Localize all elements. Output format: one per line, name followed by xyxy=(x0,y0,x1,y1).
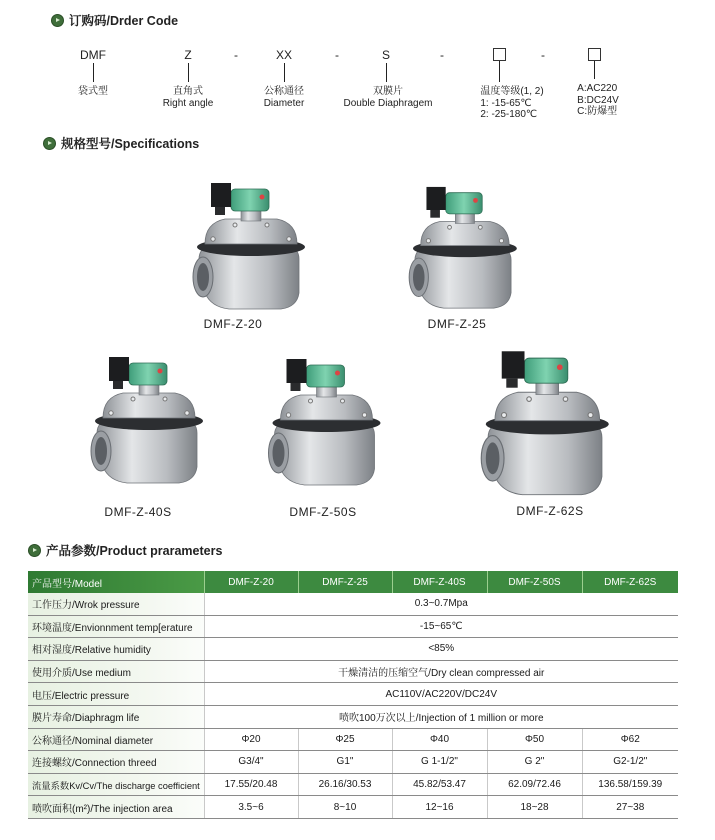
row-label: 流量系数Kv/Cv/The discharge coefficient xyxy=(28,773,204,796)
row-value: 喷吹100万次以上/Injection of 1 million or more xyxy=(204,705,678,728)
temp-grade-label: 温度等级(1, 2) 1: -15-65℃ 2: -25-180℃ xyxy=(480,86,544,120)
row-cell: 3.5~6 xyxy=(204,796,298,819)
valve-image-dmf-z-50s xyxy=(262,357,387,487)
row-cell: Φ20 xyxy=(204,728,298,751)
valve-image-dmf-z-40s xyxy=(82,355,212,485)
row-cell: Φ62 xyxy=(582,728,678,751)
row-cell: G2-1/2" xyxy=(582,751,678,774)
model-caption: DMF-Z-20 xyxy=(203,317,263,331)
parameters-heading: 产品参数/Product prarameters xyxy=(29,541,222,559)
separator-dash: - xyxy=(541,48,545,62)
row-label: 电压/Electric pressure xyxy=(28,683,204,706)
row-label: 工作压力/Wrok pressure xyxy=(28,593,204,615)
table-header-model: DMF-Z-62S xyxy=(582,571,678,593)
table-row xyxy=(28,683,678,706)
table-row xyxy=(28,773,678,796)
row-cell: 136.58/159.39 xyxy=(582,773,678,796)
model-caption: DMF-Z-40S xyxy=(104,505,172,519)
table-header-row xyxy=(28,571,678,593)
row-value: AC110V/AC220V/DC24V xyxy=(204,683,678,706)
table-header-model: DMF-Z-40S xyxy=(392,571,487,593)
code-label-dmf: 袋式型 xyxy=(78,86,108,97)
row-cell: 26.16/30.53 xyxy=(298,773,392,796)
row-value: <85% xyxy=(204,638,678,661)
row-label: 环境温度/Envionnment temp[erature xyxy=(28,615,204,638)
temp-grade-box xyxy=(493,48,506,61)
code-label-s: 双膜片 Double Diaphragem xyxy=(343,86,433,109)
model-caption: DMF-Z-50S xyxy=(289,505,357,519)
valve-image-dmf-z-25 xyxy=(398,185,528,310)
table-header-label: 产品型号/Model xyxy=(28,571,204,593)
code-label-z: 直角式 Right angle xyxy=(162,86,214,109)
row-label: 使用介质/Use medium xyxy=(28,660,204,683)
row-cell: 18~28 xyxy=(487,796,582,819)
row-cell: Φ50 xyxy=(487,728,582,751)
code-z: Z xyxy=(184,48,192,62)
parameters-table xyxy=(28,571,678,819)
separator-dash: - xyxy=(440,48,444,62)
play-bullet-icon xyxy=(52,15,63,26)
separator-dash: - xyxy=(335,48,339,62)
voltage-box xyxy=(588,48,601,61)
valve-image-dmf-z-62s xyxy=(470,349,620,497)
table-header-model: DMF-Z-20 xyxy=(204,571,298,593)
code-s: S xyxy=(381,48,391,62)
code-label-xx: 公称通径 Diameter xyxy=(263,86,305,109)
row-cell: G 1-1/2" xyxy=(392,751,487,774)
table-row xyxy=(28,728,678,751)
table-row xyxy=(28,638,678,661)
code-connector-line xyxy=(188,63,189,82)
code-connector-line xyxy=(284,63,285,82)
row-cell: 12~16 xyxy=(392,796,487,819)
row-label: 膜片寿命/Diaphragm life xyxy=(28,705,204,728)
separator-dash: - xyxy=(234,48,238,62)
model-caption: DMF-Z-62S xyxy=(516,504,584,518)
table-row xyxy=(28,660,678,683)
table-row xyxy=(28,593,678,615)
row-cell: Φ25 xyxy=(298,728,392,751)
voltage-label: A:AC220 B:DC24V C:防爆型 xyxy=(577,83,619,117)
order-code-heading: 订购码/Drder Code xyxy=(52,11,178,29)
row-value: 干燥清洁的压缩空气/Dry clean compressed air xyxy=(204,660,678,683)
row-cell: 45.82/53.47 xyxy=(392,773,487,796)
row-cell: Φ40 xyxy=(392,728,487,751)
code-connector-line xyxy=(594,61,595,79)
row-value: 0.3~0.7Mpa xyxy=(204,593,678,615)
row-cell: G1" xyxy=(298,751,392,774)
code-dmf: DMF xyxy=(80,48,106,62)
row-label: 公称通径/Nominal diameter xyxy=(28,728,204,751)
table-row xyxy=(28,751,678,774)
code-connector-line xyxy=(499,61,500,82)
row-cell: 8~10 xyxy=(298,796,392,819)
valve-image-dmf-z-20 xyxy=(184,181,314,311)
model-caption: DMF-Z-25 xyxy=(427,317,487,331)
table-header-model: DMF-Z-50S xyxy=(487,571,582,593)
row-cell: G 2" xyxy=(487,751,582,774)
play-bullet-icon xyxy=(44,138,55,149)
row-label: 喷吹面积(m²)/The injection area xyxy=(28,796,204,819)
table-row xyxy=(28,615,678,638)
code-connector-line xyxy=(386,63,387,82)
row-value: -15~65℃ xyxy=(204,615,678,638)
table-header-model: DMF-Z-25 xyxy=(298,571,392,593)
row-cell: 62.09/72.46 xyxy=(487,773,582,796)
code-connector-line xyxy=(93,63,94,82)
code-xx: XX xyxy=(275,48,293,62)
row-label: 连接螺纹/Connection threed xyxy=(28,751,204,774)
specifications-heading: 规格型号/Specifications xyxy=(44,134,199,152)
table-row xyxy=(28,705,678,728)
row-cell: 27~38 xyxy=(582,796,678,819)
row-cell: 17.55/20.48 xyxy=(204,773,298,796)
table-row xyxy=(28,796,678,819)
row-cell: G3/4" xyxy=(204,751,298,774)
row-label: 相对湿度/Relative humidity xyxy=(28,638,204,661)
play-bullet-icon xyxy=(29,545,40,556)
